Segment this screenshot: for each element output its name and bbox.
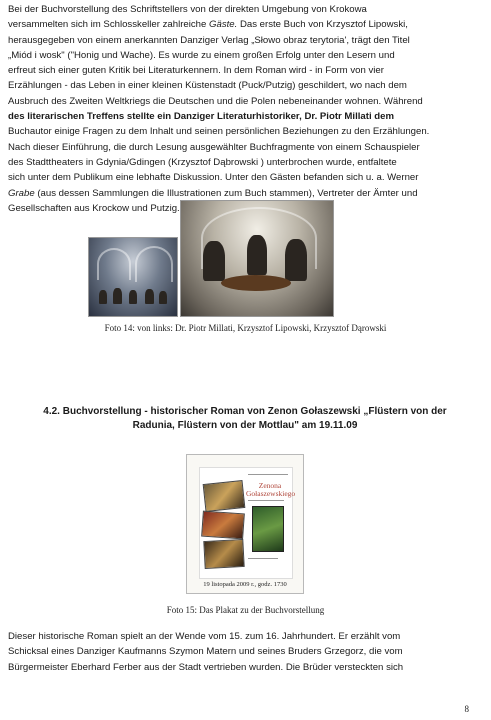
page-number: 8 [464, 704, 469, 714]
photo-14-caption: Foto 14: von links: Dr. Piotr Millati, Krzysztof Lipowski, Krzysztof Dąrowski [104, 323, 387, 333]
p2-line3: Bürgermeister Eberhard Ferber aus der Stadt vertrieben wurden. Die Brüder versteckten sich [8, 661, 404, 673]
p1-line9: Buchautor einige Fragen zu dem Inhalt und seinen persönlichen Beziehungen zu den Erzählungen. [8, 126, 430, 138]
paragraph-novel-summary [8, 629, 476, 675]
poster-title [246, 482, 294, 498]
p1-grabe: Grabe [8, 187, 35, 199]
poster-book-cover [252, 506, 284, 552]
photo-15-caption: Foto 15: Das Plakat zu der Buchvorstellung [166, 605, 325, 615]
p1-line7: Ausbruch des Zweiten Weltkriegs die Deutschen und die Polen nebeneinander wohnen. Während [8, 95, 423, 107]
poster-title-line2: Gołaszewskiego [246, 489, 296, 498]
p1-line5: erfreut sich einer guten Kritik bei Literaturkennern. In dem Roman wird - in Form von vier [8, 65, 384, 77]
heading-line1: 4.2. Buchvorstellung - historischer Roman von Zenon Gołaszewski „Flüstern von der [43, 406, 447, 417]
poster-image-3 [203, 539, 244, 569]
p1-line11: des Stadttheaters in Gdynia/Gdingen (Krzysztof Dąbrowski ) unterbrochen wurde, entfaltete [8, 156, 397, 168]
paragraph-intro [8, 2, 476, 216]
p2-line2: Schicksal eines Danziger Kaufmanns Szymon Matern und seines Bruders Grzegorz, die vom [8, 646, 403, 658]
poster-date: 19 listopada 2009 r., godz. 1730 [203, 581, 287, 588]
p1-line10: Nach dieser Einführung, die durch Lesung ausgewählter Buchfragmente von einem Schauspieler [8, 141, 420, 153]
photo-audience-cellar [88, 237, 178, 317]
poster-image-1 [203, 480, 246, 512]
p2-line1: Dieser historische Roman spielt an der Wende vom 15. zum 16. Jahrhundert. Er erzählt vom [8, 631, 401, 642]
poster-frame [199, 467, 296, 579]
p1-gaeste: Gäste. [209, 19, 238, 31]
p1-line13: (aus dessen Sammlungen die Illustrationen zum Buch stammen), Vertreter der Ämter und [37, 187, 418, 199]
section-heading-4-2 [30, 405, 460, 433]
p1-line3: herausgegeben von einem anerkannten Danziger Verlag „Słowo obraz terytoria', trägt den Titel [8, 34, 410, 46]
p1-line2b: Das erste Buch von Krzysztof Lipowski, [239, 19, 408, 31]
p1-line6: Erzählungen - das Leben in einer kleinen Küstenstadt (Puck/Putzig) geschildert, wo nach dem [8, 80, 407, 92]
poster-title-line1: Zenona [258, 481, 282, 490]
p1-line12: sich unter dem Publikum eine lebhafte Diskussion. Unter den Gästen befanden sich u. a. Werner [8, 172, 419, 184]
p1-line1: Bei der Buchvorstellung des Schriftstellers von der direkten Umgebung von Krokowa [8, 4, 367, 15]
event-poster [186, 454, 304, 594]
p1-line8: des literarischen Treffens stellte ein Danziger Literaturhistoriker, Dr. Piotr Millati dem [8, 111, 394, 123]
p1-line14: Gesellschaften aus Krockow und Putzig. [8, 202, 180, 214]
photo-speakers-table [180, 200, 334, 317]
heading-line2: Radunia, Flüstern von der Mottlau" am 19.11.09 [132, 420, 358, 431]
poster-image-2 [201, 511, 245, 540]
p1-line4: „Miód i wosk" ("Honig und Wache). Es wurde zu einem großen Erfolg unter den Lesern und [8, 49, 395, 61]
p1-line2a: versammelten sich im Schlosskeller zahlreiche [8, 19, 207, 31]
